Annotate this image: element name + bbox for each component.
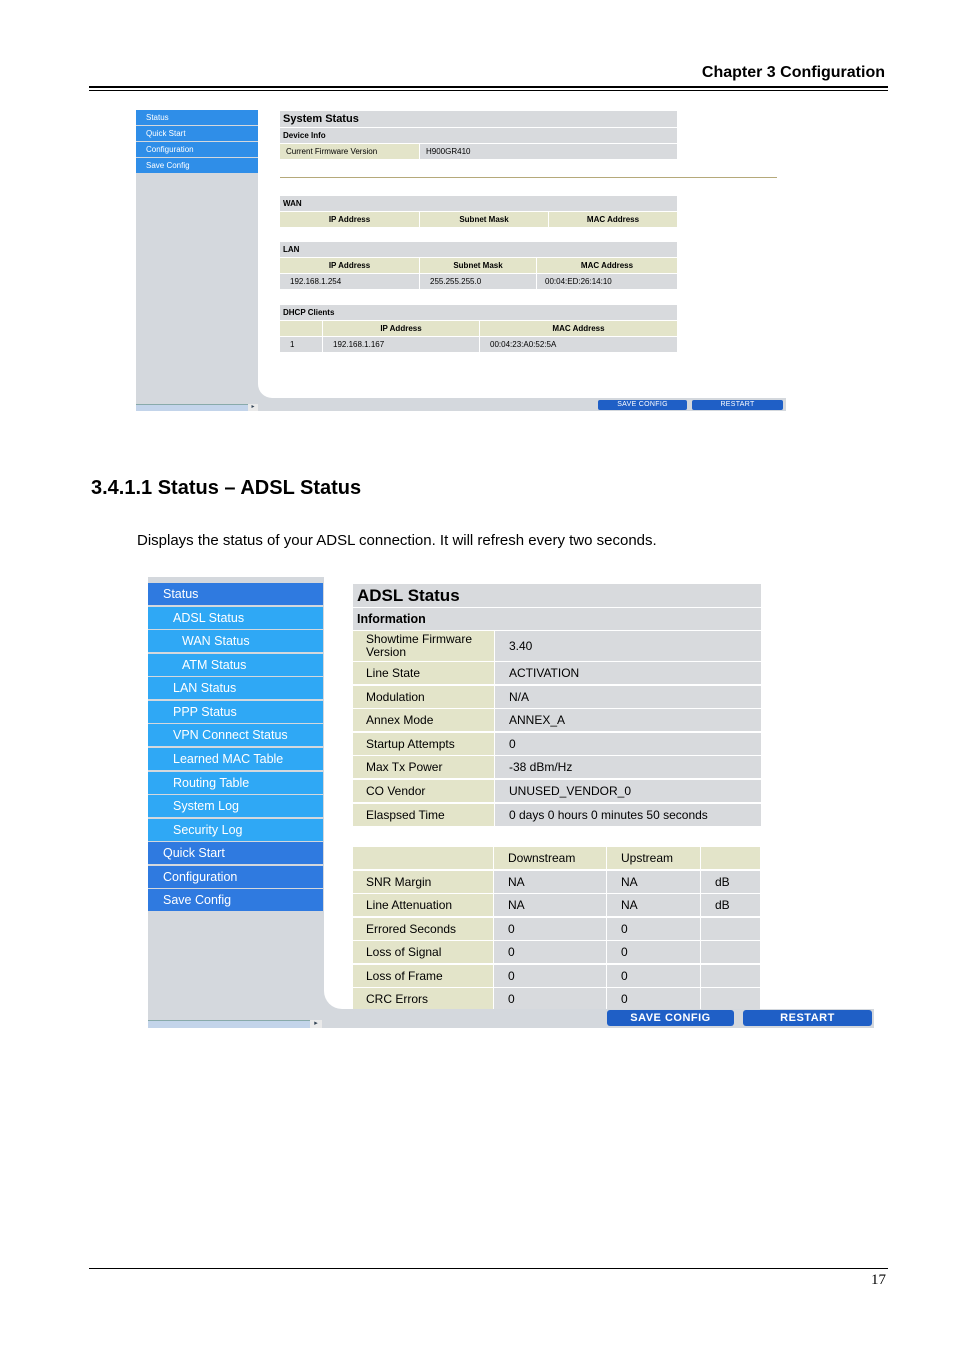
- footer-rule: [89, 1268, 888, 1269]
- stats-upstream: 0: [607, 918, 700, 940]
- sidebar-item-configuration[interactable]: Configuration: [148, 866, 323, 888]
- info-label: Showtime Firmware Version: [353, 631, 494, 661]
- page-title: System Status: [280, 111, 677, 127]
- sidebar: [136, 110, 258, 404]
- separator: [280, 177, 777, 178]
- restart-button[interactable]: RESTART: [743, 1010, 872, 1026]
- stats-upstream: 0: [607, 941, 700, 963]
- save-config-button[interactable]: SAVE CONFIG: [598, 400, 687, 410]
- stats-downstream: 0: [494, 988, 606, 1009]
- system-status-screenshot: [136, 110, 786, 411]
- info-value: -38 dBm/Hz: [495, 756, 761, 778]
- sidebar-item-quick-start[interactable]: Quick Start: [136, 126, 258, 141]
- sidebar-item-save-config[interactable]: Save Config: [136, 158, 258, 173]
- wan-col-mac: MAC Address: [549, 212, 677, 227]
- restart-button[interactable]: RESTART: [692, 400, 783, 410]
- table-row: [353, 941, 761, 963]
- sidebar-item-adsl-status[interactable]: ADSL Status: [148, 607, 323, 629]
- info-row-max-tx-power: [353, 756, 761, 778]
- table-row: [353, 918, 761, 940]
- table-row: [353, 988, 761, 1009]
- stats-upstream: NA: [607, 894, 700, 916]
- sidebar-item-status[interactable]: Status: [136, 110, 258, 125]
- stats-downstream: 0: [494, 965, 606, 987]
- lan-title: LAN: [280, 242, 677, 257]
- stats-upstream: NA: [607, 871, 700, 893]
- stats-unit: [701, 988, 760, 1009]
- stats-downstream: 0: [494, 918, 606, 940]
- info-value: 0 days 0 hours 0 minutes 50 seconds: [495, 804, 761, 826]
- stats-header-row: [353, 847, 761, 869]
- lan-mask: 255.255.255.0: [420, 274, 536, 289]
- dhcp-table: [280, 305, 677, 352]
- horizontal-scrollbar[interactable]: [148, 1020, 322, 1028]
- stats-col-downstream: Downstream: [494, 847, 606, 869]
- info-label: Elaspsed Time: [353, 804, 494, 826]
- lan-col-ip: IP Address: [280, 258, 419, 273]
- dhcp-col-index: [280, 321, 322, 336]
- section-description: Displays the status of your ADSL connection. It will refresh every two seconds.: [137, 532, 657, 549]
- horizontal-scrollbar[interactable]: [136, 404, 256, 411]
- info-label: Annex Mode: [353, 709, 494, 731]
- stats-col-upstream: Upstream: [607, 847, 700, 869]
- dhcp-mac: 00:04:23:A0:52:5A: [480, 337, 677, 352]
- info-value: 3.40: [495, 631, 761, 661]
- wan-title: WAN: [280, 196, 677, 211]
- firmware-label: Current Firmware Version: [280, 144, 419, 159]
- info-value: N/A: [495, 686, 761, 708]
- stats-label: SNR Margin: [353, 871, 493, 893]
- stats-downstream: NA: [494, 894, 606, 916]
- sidebar-item-quick-start[interactable]: Quick Start: [148, 842, 323, 864]
- info-row-modulation: [353, 686, 761, 708]
- info-label: Line State: [353, 662, 494, 684]
- wan-col-ip: IP Address: [280, 212, 419, 227]
- lan-mac: 00:04:ED:26:14:10: [537, 274, 677, 289]
- info-value: UNUSED_VENDOR_0: [495, 780, 761, 802]
- stats-unit: dB: [701, 871, 760, 893]
- header-rule: [89, 86, 888, 88]
- info-row-line-state: [353, 662, 761, 684]
- info-row-elapsed-time: [353, 804, 761, 826]
- dhcp-ip: 192.168.1.167: [323, 337, 479, 352]
- info-row-co-vendor: [353, 780, 761, 802]
- stats-unit: [701, 918, 760, 940]
- lan-table: [280, 242, 677, 289]
- info-label: Modulation: [353, 686, 494, 708]
- info-row-annex-mode: [353, 709, 761, 731]
- sidebar-item-configuration[interactable]: Configuration: [136, 142, 258, 157]
- stats-unit: [701, 941, 760, 963]
- header-rule-thin: [89, 90, 888, 91]
- device-info-label: Device Info: [283, 131, 326, 140]
- info-label: CO Vendor: [353, 780, 494, 802]
- stats-upstream: 0: [607, 965, 700, 987]
- sidebar-item-save-config[interactable]: Save Config: [148, 889, 323, 911]
- table-row: [280, 274, 677, 289]
- stats-label: Loss of Frame: [353, 965, 493, 987]
- stats-label: Errored Seconds: [353, 918, 493, 940]
- info-row-startup-attempts: [353, 733, 761, 755]
- sidebar-item-system-log[interactable]: System Log: [148, 795, 323, 817]
- stats-downstream: NA: [494, 871, 606, 893]
- sidebar-item-vpn-connect-status[interactable]: VPN Connect Status: [148, 724, 323, 746]
- sidebar-item-wan-status[interactable]: WAN Status: [148, 630, 323, 652]
- save-config-button[interactable]: SAVE CONFIG: [607, 1010, 734, 1026]
- lan-col-mask: Subnet Mask: [420, 258, 536, 273]
- info-value: 0: [495, 733, 761, 755]
- table-row: [353, 894, 761, 916]
- stats-col-name: [353, 847, 493, 869]
- stats-label: Line Attenuation: [353, 894, 493, 916]
- stats-upstream: 0: [607, 988, 700, 1009]
- lan-col-mac: MAC Address: [537, 258, 677, 273]
- table-row: [353, 965, 761, 987]
- stats-downstream: 0: [494, 941, 606, 963]
- scroll-right-icon[interactable]: ▸: [248, 404, 258, 411]
- stats-unit: dB: [701, 894, 760, 916]
- sidebar-item-security-log[interactable]: Security Log: [148, 819, 323, 841]
- chapter-heading: Chapter 3 Configuration: [701, 64, 885, 81]
- stats-label: Loss of Signal: [353, 941, 493, 963]
- dhcp-index: 1: [280, 337, 322, 352]
- dhcp-col-ip: IP Address: [323, 321, 479, 336]
- device-info-table: [280, 111, 677, 159]
- sidebar-item-atm-status[interactable]: ATM Status: [148, 654, 323, 676]
- stats-label: CRC Errors: [353, 988, 493, 1009]
- sidebar-item-status[interactable]: Status: [148, 583, 323, 605]
- page-number: 17: [871, 1272, 886, 1288]
- sidebar-item-ppp-status[interactable]: PPP Status: [148, 701, 323, 723]
- stats-col-unit: [701, 847, 760, 869]
- dhcp-title: DHCP Clients: [280, 305, 677, 320]
- section-heading: 3.4.1.1 Status – ADSL Status: [91, 477, 362, 499]
- adsl-status-screenshot: [148, 577, 874, 1028]
- sidebar: [148, 577, 324, 1020]
- wan-table: [280, 196, 677, 227]
- info-label: Startup Attempts: [353, 733, 494, 755]
- sidebar-item-lan-status[interactable]: LAN Status: [148, 677, 323, 699]
- lan-ip: 192.168.1.254: [280, 274, 419, 289]
- info-label: Max Tx Power: [353, 756, 494, 778]
- page-title: ADSL Status: [353, 584, 761, 607]
- table-row: [280, 337, 677, 352]
- information-heading: Information: [353, 608, 761, 630]
- info-value: ACTIVATION: [495, 662, 761, 684]
- info-row-firmware: [353, 631, 761, 661]
- table-row: [353, 871, 761, 893]
- content-panel: [324, 577, 874, 1009]
- sidebar-item-routing-table[interactable]: Routing Table: [148, 772, 323, 794]
- stats-unit: [701, 965, 760, 987]
- scroll-right-icon[interactable]: ▸: [310, 1020, 322, 1028]
- dhcp-col-mac: MAC Address: [480, 321, 677, 336]
- info-value: ANNEX_A: [495, 709, 761, 731]
- wan-col-mask: Subnet Mask: [420, 212, 548, 227]
- firmware-value: H900GR410: [420, 144, 677, 159]
- sidebar-item-learned-mac-table[interactable]: Learned MAC Table: [148, 748, 323, 770]
